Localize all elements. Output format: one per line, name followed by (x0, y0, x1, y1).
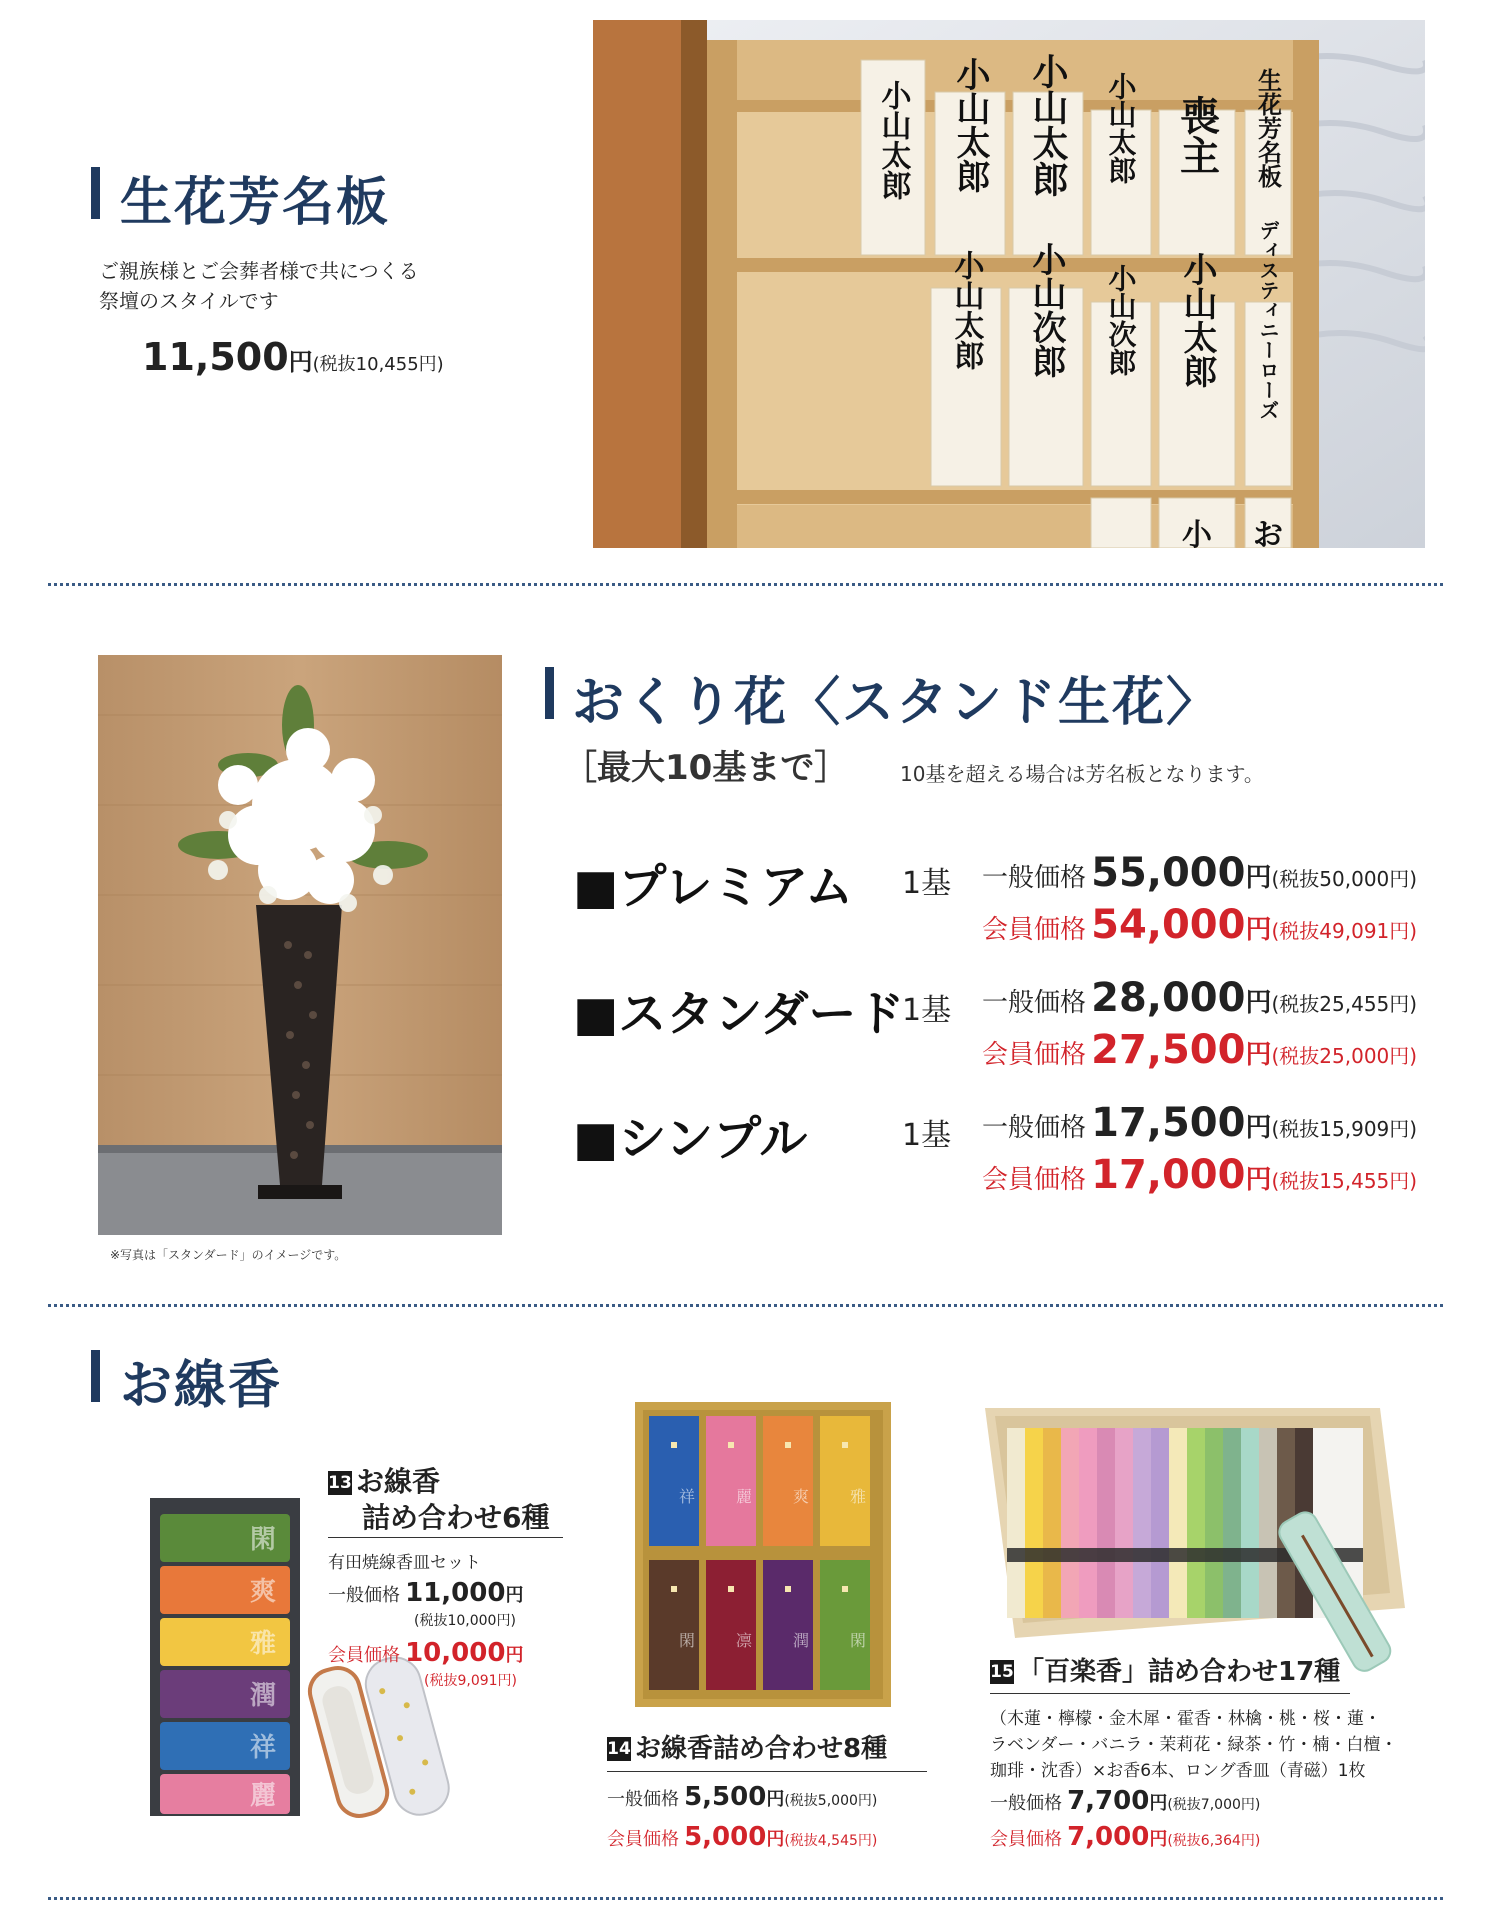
box-kanji: 祥 (250, 1733, 277, 1763)
box-kanji: 凛 (736, 1631, 753, 1650)
section-title-hoemeiban: 生花芳名板 (120, 173, 391, 233)
general-price-row (982, 975, 1417, 1021)
general-price-row (328, 1578, 523, 1608)
general-price-row (982, 850, 1417, 896)
svg-text:小山太郎: 小山太郎 (1177, 252, 1217, 388)
product-15-detail-line1: （木蓮・檸檬・金木犀・霍香・林檎・桃・桜・蓮・ (990, 1709, 1381, 1729)
general-tax: (税抜5,000円) (784, 1793, 878, 1809)
price-value: 11,500 (142, 335, 289, 379)
product-number-badge: 15 (990, 1662, 1014, 1682)
member-price-row (982, 1152, 1417, 1198)
heading-bar (545, 667, 554, 719)
board-illustration (593, 20, 1425, 548)
plan-qty: 1基 (902, 866, 952, 901)
general-price-row (990, 1786, 1260, 1816)
section-title-okuribana: おくり花〈スタンド生花〉 (572, 673, 1221, 733)
svg-text:ディスティニーローズ: ディスティニーローズ (1256, 220, 1280, 420)
product-14-title (607, 1728, 887, 1765)
product-title: お線香 (356, 1465, 441, 1498)
svg-text:小: 小 (1182, 518, 1212, 548)
member-price: 10,000 (405, 1638, 506, 1668)
general-tax: (税抜7,000円) (1167, 1797, 1261, 1813)
svg-text:小山次郎: 小山次郎 (1026, 242, 1066, 378)
general-price: 28,000 (1091, 975, 1246, 1021)
general-price: 55,000 (1091, 850, 1246, 896)
member-tax: (税抜4,545円) (784, 1833, 878, 1849)
yen-unit: 円 (1149, 1793, 1168, 1814)
member-price-row (982, 1027, 1417, 1073)
member-tax: (税抜49,091円) (1271, 919, 1418, 943)
general-tax: (税抜50,000円) (1271, 867, 1418, 891)
product-title: お線香詰め合わせ8種 (635, 1734, 888, 1764)
product-number-badge: 14 (607, 1739, 631, 1759)
box-kanji: 閑 (850, 1631, 867, 1650)
general-label: 一般価格 (607, 1789, 679, 1810)
price-tax: (税抜10,455円) (312, 354, 444, 375)
yen-unit: 円 (1245, 988, 1272, 1018)
member-price: 54,000 (1091, 902, 1246, 948)
box-kanji: 爽 (250, 1577, 277, 1607)
heading-bar (91, 167, 100, 219)
svg-text:小山太郎: 小山太郎 (948, 250, 984, 370)
general-price: 17,500 (1091, 1100, 1246, 1146)
general-tax: (税抜15,909円) (1271, 1117, 1418, 1141)
box-kanji: 雅 (250, 1629, 277, 1659)
box-kanji: 爽 (793, 1487, 810, 1506)
member-price-row (990, 1822, 1260, 1852)
divider-2 (48, 1304, 1443, 1307)
general-label: 一般価格 (328, 1585, 400, 1606)
product-14-photo (635, 1402, 891, 1707)
yen-unit: 円 (1245, 1165, 1272, 1195)
general-label: 一般価格 (982, 988, 1087, 1018)
general-tax: (税抜10,000円) (414, 1613, 516, 1629)
box-kanji: 麗 (736, 1487, 753, 1506)
stand-flower-illustration (98, 655, 502, 1235)
yen-unit: 円 (505, 1585, 524, 1606)
yen-unit: 円 (1149, 1829, 1168, 1850)
divider-3 (48, 1897, 1443, 1900)
product-number-badge: 13 (328, 1473, 352, 1493)
description-line-1: ご親族様とご会葬者様で共につくる (99, 259, 419, 283)
member-tax: (税抜25,000円) (1271, 1044, 1418, 1068)
member-label: 会員価格 (982, 1165, 1087, 1195)
yen-unit: 円 (1245, 863, 1272, 893)
plan-qty: 1基 (902, 1118, 952, 1153)
member-label: 会員価格 (328, 1645, 400, 1666)
title-underline (990, 1693, 1350, 1694)
svg-text:小山太郎: 小山太郎 (1027, 53, 1069, 197)
general-price: 11,000 (405, 1578, 506, 1608)
member-label: 会員価格 (982, 915, 1087, 945)
plan-qty: 1基 (902, 993, 952, 1028)
member-tax: (税抜9,091円) (424, 1673, 518, 1689)
general-price-row (607, 1782, 877, 1812)
member-label: 会員価格 (982, 1040, 1087, 1070)
product-title: 「百楽香」詰め合わせ17種 (1018, 1657, 1341, 1687)
member-price: 27,500 (1091, 1027, 1246, 1073)
hoemeiban-photo (593, 20, 1425, 548)
yen-unit: 円 (1245, 1113, 1272, 1143)
box-kanji: 潤 (793, 1631, 810, 1650)
product-15-detail-line2: ラベンダー・バニラ・茉莉花・緑茶・竹・楠・白檀・ (990, 1735, 1398, 1755)
yen-unit: 円 (505, 1645, 524, 1666)
box-kanji: 潤 (250, 1681, 277, 1711)
member-label: 会員価格 (607, 1829, 679, 1850)
price-unit: 円 (288, 348, 313, 376)
yen-unit: 円 (766, 1829, 785, 1850)
description-line-2: 祭壇のスタイルです (99, 289, 279, 313)
member-label: 会員価格 (990, 1829, 1062, 1850)
product-15-detail-line3: 珈琲・沈香）×お香6本、ロング香皿（青磁）1枚 (990, 1761, 1366, 1781)
plan-name-simple: ■シンプル (573, 1111, 808, 1167)
general-label: 一般価格 (982, 1113, 1087, 1143)
svg-text:小山太郎: 小山太郎 (1104, 72, 1138, 184)
general-label: 一般価格 (982, 863, 1087, 893)
plan-name-premium: ■プレミアム (573, 859, 854, 915)
price-hoemeiban (142, 335, 444, 379)
svg-text:小山太郎: 小山太郎 (875, 80, 911, 200)
member-price-row (982, 902, 1417, 948)
title-underline (328, 1537, 563, 1538)
general-price-row (982, 1100, 1417, 1146)
stand-flower-photo (98, 655, 502, 1235)
svg-text:小山次郎: 小山次郎 (1104, 264, 1138, 376)
photo-caption: ※写真は「スタンダード」のイメージです。 (110, 1248, 347, 1262)
heading-bar (91, 1350, 100, 1402)
product-13-detail: 有田焼線香皿セット (328, 1553, 481, 1573)
member-tax: (税抜15,455円) (1271, 1169, 1418, 1193)
svg-text:小山太郎: 小山太郎 (950, 57, 990, 193)
incense-box-8-illustration (635, 1402, 891, 1707)
box-kanji: 祥 (679, 1487, 696, 1506)
general-label: 一般価格 (990, 1793, 1062, 1814)
box-kanji: 麗 (250, 1781, 277, 1811)
section-title-osenko: お線香 (120, 1356, 283, 1416)
yen-unit: 円 (1245, 915, 1272, 945)
box-kanji: 閑 (250, 1525, 277, 1555)
box-kanji: 閑 (679, 1631, 696, 1650)
svg-text:喪主: 喪主 (1173, 95, 1221, 175)
limit-label: ［最大10基まで］ (563, 748, 849, 788)
member-price-row (328, 1638, 523, 1668)
yen-unit: 円 (1245, 1040, 1272, 1070)
limit-note: 10基を超える場合は芳名板となります。 (900, 762, 1264, 786)
product-13-title-line2: 詰め合わせ6種 (362, 1501, 550, 1534)
member-price: 17,000 (1091, 1152, 1246, 1198)
yen-unit: 円 (766, 1789, 785, 1810)
member-price: 7,000 (1067, 1822, 1150, 1852)
member-price: 5,000 (684, 1822, 767, 1852)
product-13-title-line1 (328, 1460, 440, 1500)
box-kanji: 雅 (850, 1487, 867, 1506)
svg-text:お: お (1253, 518, 1283, 548)
general-price: 7,700 (1067, 1786, 1150, 1816)
divider-1 (48, 583, 1443, 586)
general-tax: (税抜25,455円) (1271, 992, 1418, 1016)
general-price: 5,500 (684, 1782, 767, 1812)
svg-text:生花芳名板: 生花芳名板 (1253, 68, 1283, 188)
title-underline (607, 1771, 927, 1772)
member-price-row (607, 1822, 877, 1852)
plan-name-standard: ■スタンダード (573, 986, 905, 1042)
product-15-title (990, 1651, 1340, 1688)
member-tax: (税抜6,364円) (1167, 1833, 1261, 1849)
